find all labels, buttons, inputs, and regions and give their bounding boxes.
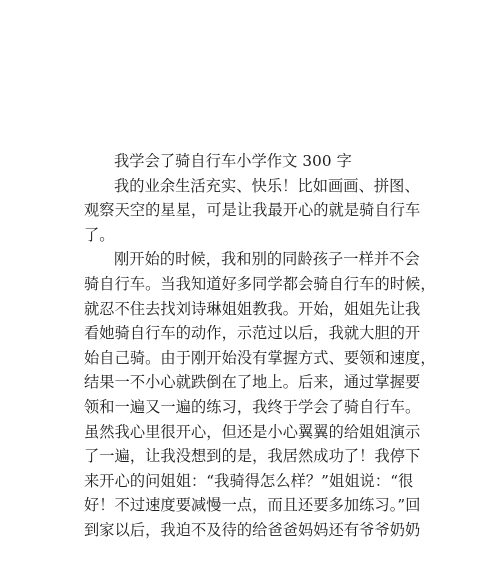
paragraph-2-line-11: 好！不过速度要减慢一点，而且还要多加练习。”回 bbox=[84, 496, 421, 515]
paragraph-1-line-3: 了。 bbox=[84, 225, 115, 244]
paragraph-2-line-12: 到家以后，我迫不及待的给爸爸妈妈还有爷爷奶奶 bbox=[84, 520, 421, 539]
paragraph-2-line-1: 刚开始的时候，我和别的同龄孩子一样并不会 bbox=[114, 250, 420, 269]
paragraph-2-line-10: 来开心的问姐姐：“我骑得怎么样？”姐姐说：“很 bbox=[84, 471, 414, 490]
paragraph-1-line-2: 观察天空的星星，可是让我最开心的就是骑自行车 bbox=[84, 201, 421, 220]
paragraph-2-line-8: 虽然我心里很开心，但还是小心翼翼的给姐姐演示 bbox=[84, 422, 421, 441]
essay-title: 我学会了骑自行车小学作文 300 字 bbox=[114, 152, 352, 170]
paragraph-2-line-2: 骑自行车。当我知道好多同学都会骑自行车的时候， bbox=[84, 274, 436, 293]
paragraph-2-line-5: 始自己骑。由于刚开始没有掌握方式、要领和速度， bbox=[84, 348, 436, 367]
paragraph-2-line-3: 就忍不住去找刘诗琳姐姐教我。开始，姐姐先让我 bbox=[84, 299, 421, 318]
essay-body bbox=[84, 149, 436, 543]
paragraph-1-line-1: 我的业余生活充实、快乐！比如画画、拼图、 bbox=[114, 176, 420, 195]
paragraph-2-line-6: 结果一不小心就跌倒在了地上。后来，通过掌握要 bbox=[84, 373, 421, 392]
paragraph-2-line-4: 看她骑自行车的动作，示范过以后，我就大胆的开 bbox=[84, 324, 421, 343]
paragraph-2-line-7: 领和一遍又一遍的练习，我终于学会了骑自行车。 bbox=[84, 397, 421, 416]
paragraph-2-line-9: 了一遍，让我没想到的是，我居然成功了！我停下 bbox=[84, 447, 421, 466]
